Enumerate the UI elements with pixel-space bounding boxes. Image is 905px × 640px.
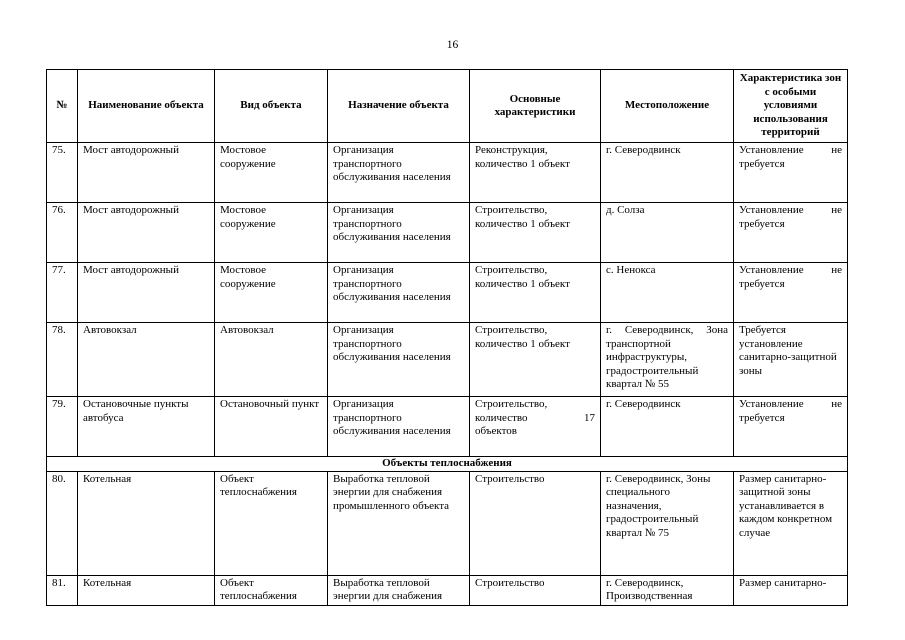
object-purpose: Организация транспортного обслуживания населения xyxy=(328,143,470,203)
zone-characteristics: Установление не требуется xyxy=(734,397,848,457)
object-kind: Мостовое сооружение xyxy=(215,203,328,263)
row-number: 78. xyxy=(47,323,78,397)
object-kind: Объект теплоснабжения xyxy=(215,471,328,575)
object-location: д. Солза xyxy=(601,203,734,263)
zone-characteristics: Установление не требуется xyxy=(734,143,848,203)
row-number: 77. xyxy=(47,263,78,323)
row-number: 81. xyxy=(47,575,78,605)
header-purpose: Назначение объекта xyxy=(328,70,470,143)
object-kind: Мостовое сооружение xyxy=(215,143,328,203)
header-zone: Характеристика зон с особыми условиями использования территорий xyxy=(734,70,848,143)
objects-table xyxy=(46,69,848,606)
table-row xyxy=(47,397,848,457)
table-row xyxy=(47,323,848,397)
row-number: 79. xyxy=(47,397,78,457)
row-number: 76. xyxy=(47,203,78,263)
table-header-row xyxy=(47,70,848,143)
characteristics-line: объектов xyxy=(475,425,517,437)
characteristics-count: 17 xyxy=(584,411,595,424)
object-purpose: Выработка тепловой энергии для снабжения промышленного объекта xyxy=(328,471,470,575)
row-number: 80. xyxy=(47,471,78,575)
object-purpose: Организация транспортного обслуживания населения xyxy=(328,323,470,397)
zone-characteristics: Установление не требуется xyxy=(734,203,848,263)
object-name: Мост автодорожный xyxy=(78,263,215,323)
header-name: Наименование объекта xyxy=(78,70,215,143)
header-characteristics: Основные характеристики xyxy=(470,70,601,143)
object-name: Автовокзал xyxy=(78,323,215,397)
characteristics-line xyxy=(475,412,595,426)
row-number: 75. xyxy=(47,143,78,203)
zone-characteristics: Требуется установление санитарно-защитной зоны xyxy=(734,323,848,397)
object-characteristics: Строительство xyxy=(470,471,601,575)
object-kind: Автовокзал xyxy=(215,323,328,397)
header-kind: Вид объекта xyxy=(215,70,328,143)
object-name: Котельная xyxy=(78,575,215,605)
page-number: 16 xyxy=(446,39,459,51)
characteristics-word: количество xyxy=(475,411,528,424)
object-characteristics: Строительство xyxy=(470,575,601,605)
table-row xyxy=(47,471,848,575)
object-location: г. Северодвинск xyxy=(601,143,734,203)
object-characteristics: Строительство, количество 1 объект xyxy=(470,323,601,397)
object-kind: Объект теплоснабжения xyxy=(215,575,328,605)
zone-characteristics: Размер санитарно-защитной зоны устанавливается в каждом конкретном случае xyxy=(734,471,848,575)
object-purpose: Организация транспортного обслуживания населения xyxy=(328,397,470,457)
section-title: Объекты теплоснабжения xyxy=(47,457,848,472)
object-location: г. Северодвинск, Производственная xyxy=(601,575,734,605)
table-row xyxy=(47,263,848,323)
object-kind: Мостовое сооружение xyxy=(215,263,328,323)
header-number: № xyxy=(47,70,78,143)
object-location: г. Северодвинск xyxy=(601,397,734,457)
object-characteristics: Строительство, количество 1 объект xyxy=(470,203,601,263)
object-location: г. Северодвинск, Зоны специального назначения, градостроительный квартал № 75 xyxy=(601,471,734,575)
object-characteristics: Реконструкция, количество 1 объект xyxy=(470,143,601,203)
section-row xyxy=(47,457,848,472)
object-kind: Остановочный пункт xyxy=(215,397,328,457)
object-name: Мост автодорожный xyxy=(78,143,215,203)
object-purpose: Организация транспортного обслуживания населения xyxy=(328,263,470,323)
object-purpose: Организация транспортного обслуживания населения xyxy=(328,203,470,263)
object-location: г. Северодвинск, Зона транспортной инфраструктуры, градостроительный квартал № 55 xyxy=(601,323,734,397)
object-characteristics xyxy=(470,397,601,457)
zone-characteristics: Размер санитарно- xyxy=(734,575,848,605)
object-location: с. Ненокса xyxy=(601,263,734,323)
object-purpose: Выработка тепловой энергии для снабжения xyxy=(328,575,470,605)
table-row xyxy=(47,575,848,605)
object-name: Котельная xyxy=(78,471,215,575)
object-characteristics: Строительство, количество 1 объект xyxy=(470,263,601,323)
characteristics-line: Строительство, xyxy=(475,398,548,410)
zone-characteristics: Установление не требуется xyxy=(734,263,848,323)
header-location: Местоположение xyxy=(601,70,734,143)
table-row xyxy=(47,203,848,263)
object-name: Остановочные пункты автобуса xyxy=(78,397,215,457)
table-row xyxy=(47,143,848,203)
object-name: Мост автодорожный xyxy=(78,203,215,263)
